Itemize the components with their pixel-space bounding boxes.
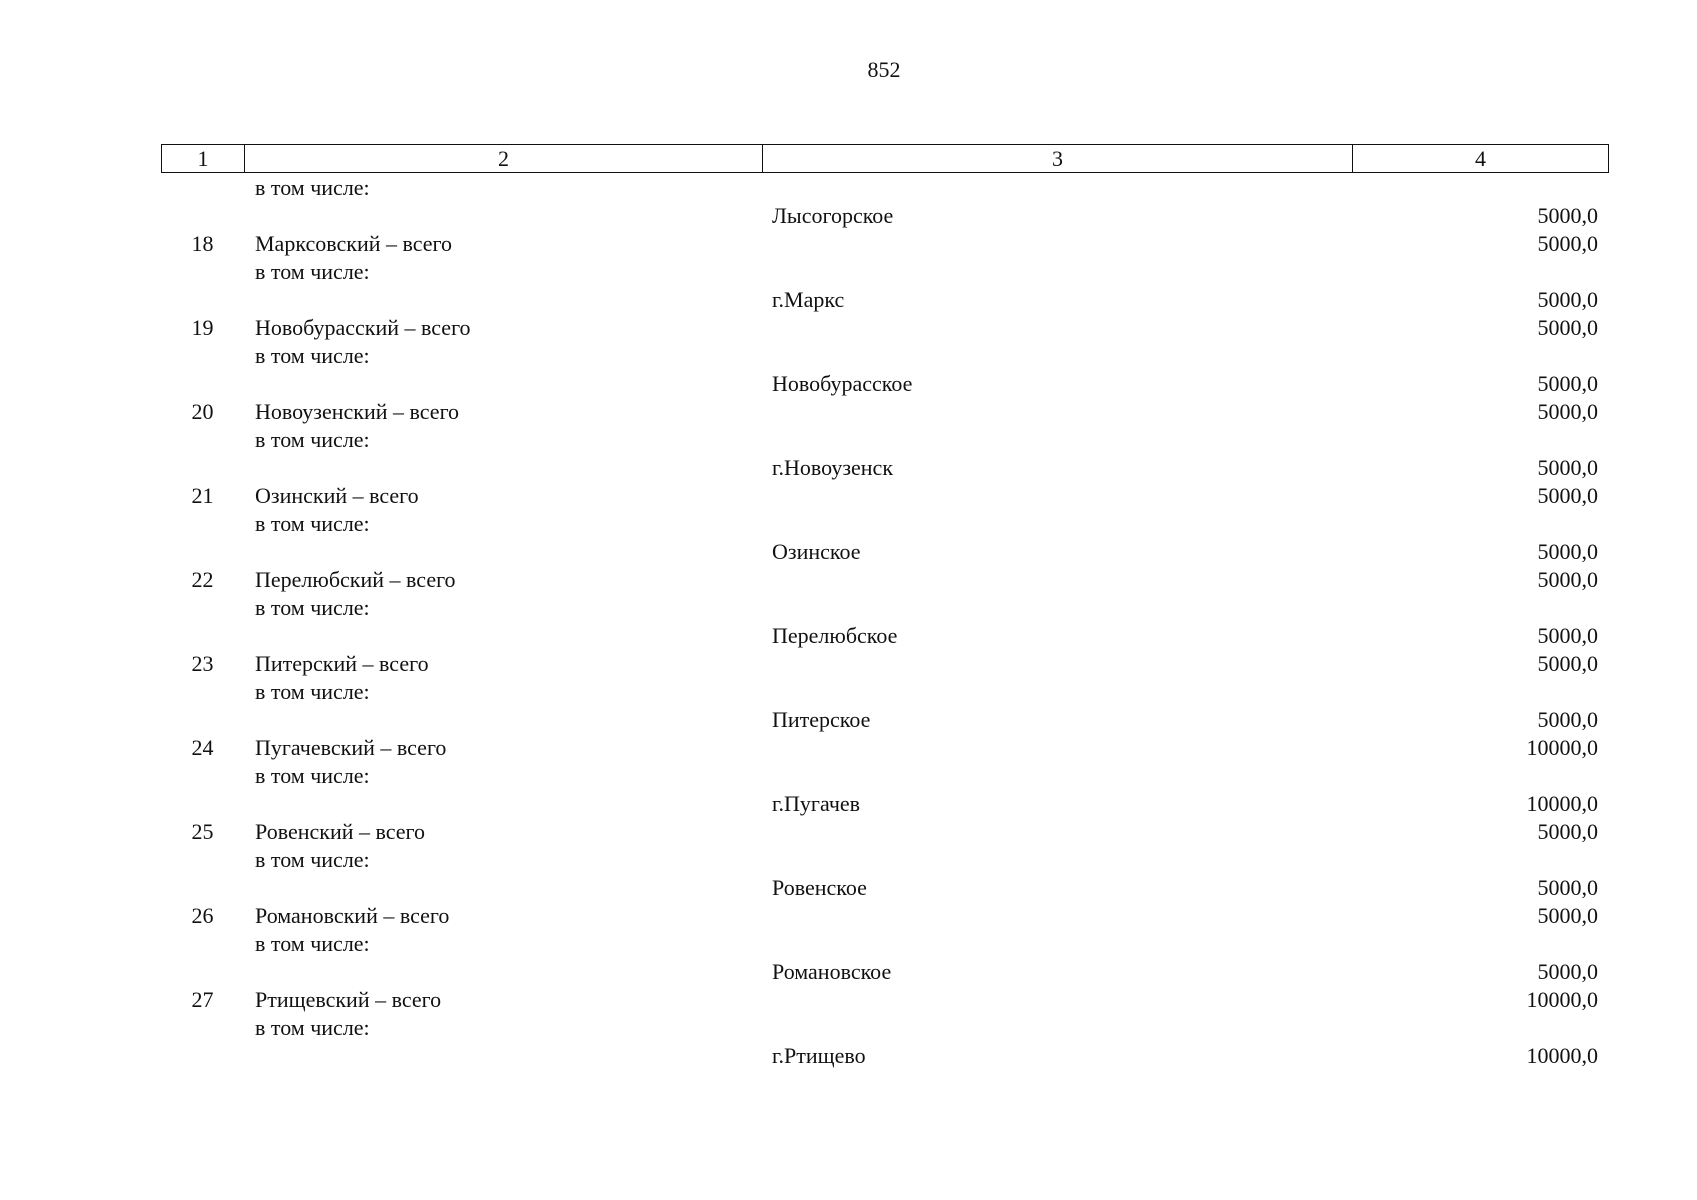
row-district: Озинский – всего (255, 483, 419, 508)
table-header (161, 144, 1609, 173)
table-row (161, 314, 1609, 342)
row-settlement: г.Пугачев (772, 791, 861, 816)
row-district: Питерский – всего (255, 651, 429, 676)
row-number: 25 (191, 819, 214, 844)
row-amount: 10000,0 (1526, 987, 1598, 1012)
page-number: 852 (867, 57, 901, 82)
row-district: в том числе: (255, 511, 370, 536)
row-settlement: Новобурасское (772, 371, 913, 396)
row-district: в том числе: (255, 175, 370, 200)
row-amount: 5000,0 (1537, 287, 1598, 312)
row-settlement: Питерское (772, 707, 871, 732)
row-district: Ртищевский – всего (255, 987, 442, 1012)
table-row (161, 986, 1609, 1014)
row-amount: 5000,0 (1537, 819, 1598, 844)
table-row (161, 482, 1609, 510)
row-number: 18 (191, 231, 214, 256)
row-amount: 5000,0 (1537, 651, 1598, 676)
row-district: в том числе: (255, 259, 370, 284)
header-col-3: 3 (763, 145, 1353, 172)
table-row (161, 790, 1609, 818)
row-district: в том числе: (255, 595, 370, 620)
table-row (161, 594, 1609, 622)
row-number: 19 (191, 315, 214, 340)
row-district: Перелюбский – всего (255, 567, 456, 592)
row-district: Ровенский – всего (255, 819, 426, 844)
row-amount: 10000,0 (1526, 1043, 1598, 1068)
row-settlement: г.Ртищево (772, 1043, 866, 1068)
table-body (161, 174, 1609, 1070)
row-amount: 5000,0 (1537, 539, 1598, 564)
row-amount: 5000,0 (1537, 903, 1598, 928)
row-amount: 5000,0 (1537, 623, 1598, 648)
row-district: Новоузенский – всего (255, 399, 460, 424)
row-district: Романовский – всего (255, 903, 450, 928)
table-row (161, 622, 1609, 650)
row-number: 27 (191, 987, 214, 1012)
row-district: Пугачевский – всего (255, 735, 447, 760)
table-row (161, 874, 1609, 902)
row-district: в том числе: (255, 847, 370, 872)
row-district: в том числе: (255, 343, 370, 368)
table-row (161, 510, 1609, 538)
table-row (161, 706, 1609, 734)
row-district: в том числе: (255, 427, 370, 452)
row-district: Марксовский – всего (255, 231, 453, 256)
row-amount: 5000,0 (1537, 959, 1598, 984)
header-col-2: 2 (245, 145, 763, 172)
row-settlement: Озинское (772, 539, 861, 564)
row-amount: 5000,0 (1537, 483, 1598, 508)
row-amount: 5000,0 (1537, 455, 1598, 480)
table-row (161, 734, 1609, 762)
row-number: 23 (191, 651, 214, 676)
row-number: 24 (191, 735, 214, 760)
row-amount: 5000,0 (1537, 371, 1598, 396)
row-amount: 5000,0 (1537, 399, 1598, 424)
table-row (161, 258, 1609, 286)
row-number: 26 (191, 903, 214, 928)
table-row (161, 370, 1609, 398)
row-amount: 5000,0 (1537, 707, 1598, 732)
table-row (161, 762, 1609, 790)
table-row (161, 930, 1609, 958)
row-settlement: Романовское (772, 959, 892, 984)
row-amount: 5000,0 (1537, 315, 1598, 340)
table-row (161, 818, 1609, 846)
header-col-1: 1 (162, 145, 245, 172)
row-district: в том числе: (255, 763, 370, 788)
row-district: в том числе: (255, 1015, 370, 1040)
row-settlement: Перелюбское (772, 623, 898, 648)
row-district: в том числе: (255, 931, 370, 956)
table-row (161, 1042, 1609, 1070)
table-row (161, 454, 1609, 482)
table-row (161, 1014, 1609, 1042)
table-row (161, 202, 1609, 230)
row-amount: 5000,0 (1537, 231, 1598, 256)
header-col-4: 4 (1475, 146, 1486, 171)
table-row (161, 230, 1609, 258)
table-row (161, 342, 1609, 370)
row-amount: 10000,0 (1526, 735, 1598, 760)
table-row (161, 650, 1609, 678)
row-number: 21 (191, 483, 214, 508)
row-amount: 10000,0 (1526, 791, 1598, 816)
table-row (161, 958, 1609, 986)
row-settlement: Ровенское (772, 875, 867, 900)
row-settlement: г.Маркс (772, 287, 845, 312)
table-row (161, 902, 1609, 930)
table-row (161, 678, 1609, 706)
table-row (161, 538, 1609, 566)
table-row (161, 566, 1609, 594)
table-row (161, 846, 1609, 874)
row-district: Новобурасский – всего (255, 315, 471, 340)
row-district: в том числе: (255, 679, 370, 704)
table-row (161, 426, 1609, 454)
row-amount: 5000,0 (1537, 567, 1598, 592)
row-settlement: г.Новоузенск (772, 455, 894, 480)
row-amount: 5000,0 (1537, 203, 1598, 228)
row-amount: 5000,0 (1537, 875, 1598, 900)
row-settlement: Лысогорское (772, 203, 894, 228)
table-row (161, 398, 1609, 426)
table-row (161, 286, 1609, 314)
row-number: 22 (191, 567, 214, 592)
row-number: 20 (191, 399, 214, 424)
table-row (161, 174, 1609, 202)
